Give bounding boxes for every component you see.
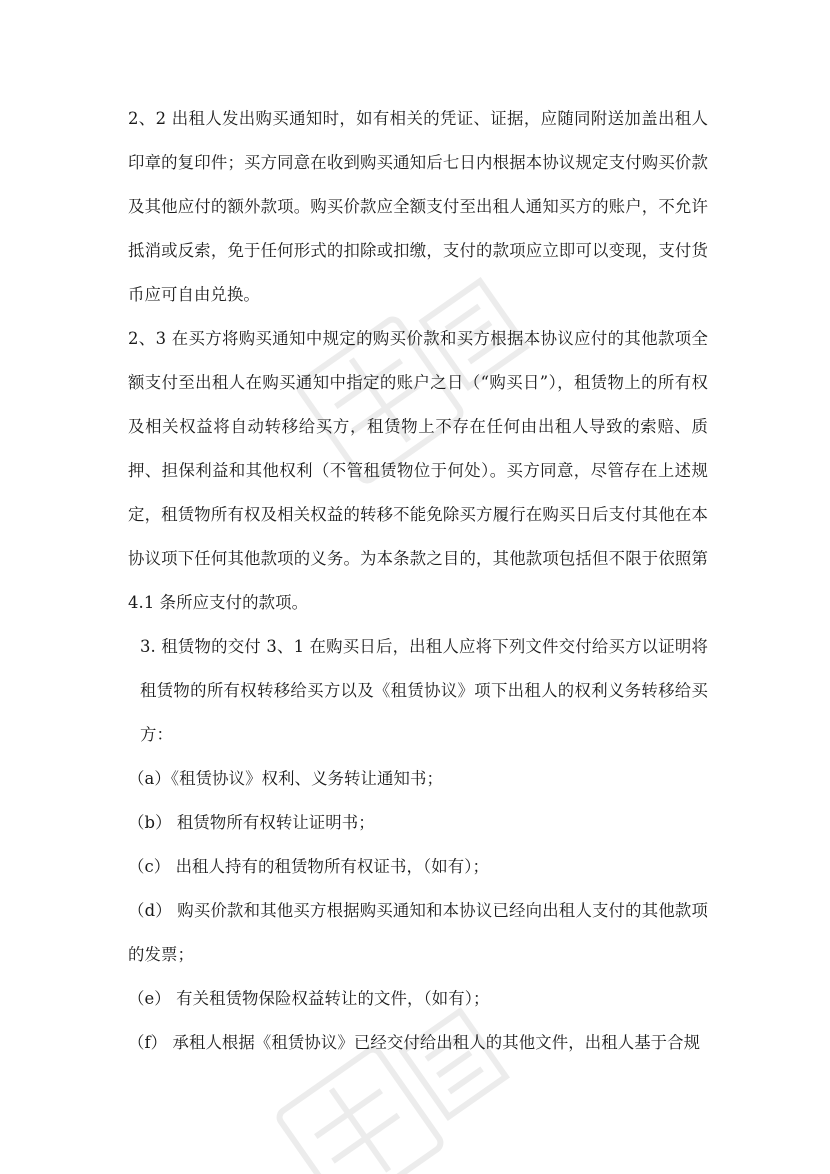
paragraph-3-delivery: 3. 租赁物的交付 3、1 在购买日后，出租人应将下列文件交付给买方以证明将租赁物的所有权转移给买方以及《租赁协议》项下出租人的权利义务转移给买方：: [140, 637, 708, 744]
document-body: [128, 97, 708, 1065]
paragraph-2-3: 2、3 在买方将购买通知中规定的购买价款和买方根据本协议应付的其他款项全额支付至出租人在购买通知中指定的账户之日（“购买日”），租赁物上的所有权及相关权益将自动转移给买方，租赁物上不存在任何由出租人导致的索赔、质押、担保利益和其他权利（不管租赁物位于何处）。买方同意，尽管存在上述规定，租赁物所有权及相关权益的转移不能免除买方履行在购买日后支付其他在本协议项下任何其他款项的义务。为本条款之目的，其他款项包括但不限于依照第 4.1 条所应支付的款项。: [128, 329, 708, 612]
list-item-d: （d） 购买价款和其他买方根据购买通知和本协议已经向出租人支付的其他款项的发票；: [128, 901, 708, 964]
list-item-c: （c） 出租人持有的租赁物所有权证书，（如有）；: [128, 857, 489, 876]
list-item-a: （a）《租赁协议》权利、义务转让通知书；: [128, 769, 443, 788]
list-item-f: （f） 承租人根据《租赁协议》已经交付给出租人的其他文件，出租人基于合规: [128, 1033, 701, 1052]
list-item-e: （e） 有关租赁物保险权益转让的文件，（如有）；: [128, 989, 490, 1008]
list-item-b: （b） 租赁物所有权转让证明书；: [128, 813, 375, 832]
paragraph-2-2: 2、2 出租人发出购买通知时，如有相关的凭证、证据，应随同附送加盖出租人印章的复印件；买方同意在收到购买通知后七日内根据本协议规定支付购买价款及其他应付的额外款项。购买价款应全额支付至出租人通知买方的账户，不允许抵消或反索，免于任何形式的扣除或扣缴，支付的款项应立即可以变现，支付货币应可自由兑换。: [128, 109, 708, 304]
